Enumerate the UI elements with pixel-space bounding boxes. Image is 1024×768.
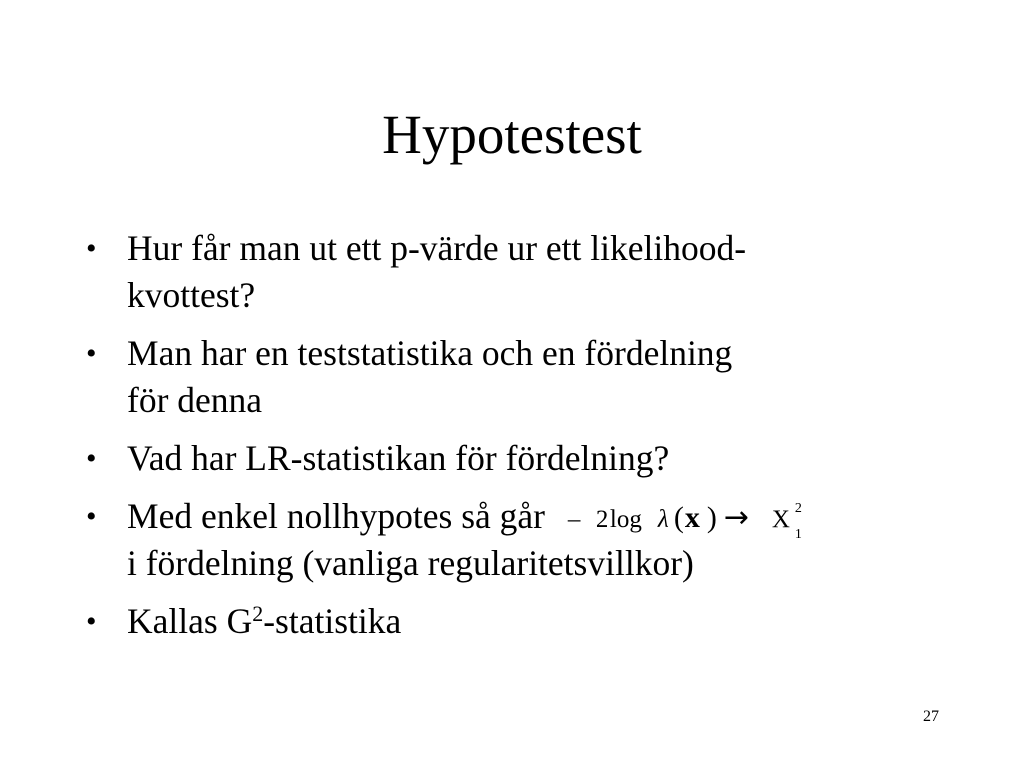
bullet-text-line: för denna: [127, 380, 263, 420]
bullet-text-prefix: Kallas G: [127, 601, 253, 641]
bullet-list: [84, 225, 964, 656]
bullet-marker: •: [86, 442, 97, 475]
bullet-item: [84, 435, 964, 482]
bullet-marker: •: [86, 500, 97, 533]
bullet-text-line: Man har en teststatistika och en fördelning: [127, 333, 733, 373]
formula-lambda: λ: [657, 506, 669, 533]
bullet-item: [84, 493, 964, 587]
formula-minus: –: [567, 506, 581, 533]
formula-log: log: [609, 506, 642, 533]
bullet-item: [84, 598, 964, 645]
bullet-item: [84, 225, 964, 319]
bullet-marker: •: [86, 605, 97, 638]
arrow-icon: →: [723, 500, 750, 535]
likelihood-ratio-formula: [554, 494, 816, 542]
bullet-text-line: [127, 598, 964, 645]
formula-coefficient: 2: [595, 506, 609, 533]
bullet-text-line: i fördelning (vanliga regularitetsvillkor): [127, 543, 694, 583]
bullet-text: Med enkel nollhypotes så går: [127, 496, 554, 536]
bullet-text-line: kvottest?: [127, 275, 256, 315]
superscript: 2: [252, 601, 264, 626]
page-number: 27: [923, 708, 939, 725]
formula-chi: Χ: [771, 506, 790, 533]
formula-x: x: [684, 501, 700, 534]
formula-subscript: 1: [794, 527, 802, 542]
bullet-text-suffix: -statistika: [263, 601, 402, 641]
bullet-marker: •: [86, 337, 97, 370]
bullet-text-line: Hur får man ut ett p-värde ur ett likelihood-: [127, 228, 747, 268]
bullet-text-line: Vad har LR-statistikan för fördelning?: [127, 438, 670, 478]
slide-title: Hypotestest: [382, 104, 642, 165]
formula-open-paren: (: [673, 501, 684, 534]
bullet-text-line: [127, 493, 964, 540]
bullet-marker: •: [86, 232, 97, 265]
formula-superscript: 2: [794, 501, 802, 516]
bullet-item: [84, 330, 964, 424]
formula-close-paren: ): [706, 501, 717, 534]
